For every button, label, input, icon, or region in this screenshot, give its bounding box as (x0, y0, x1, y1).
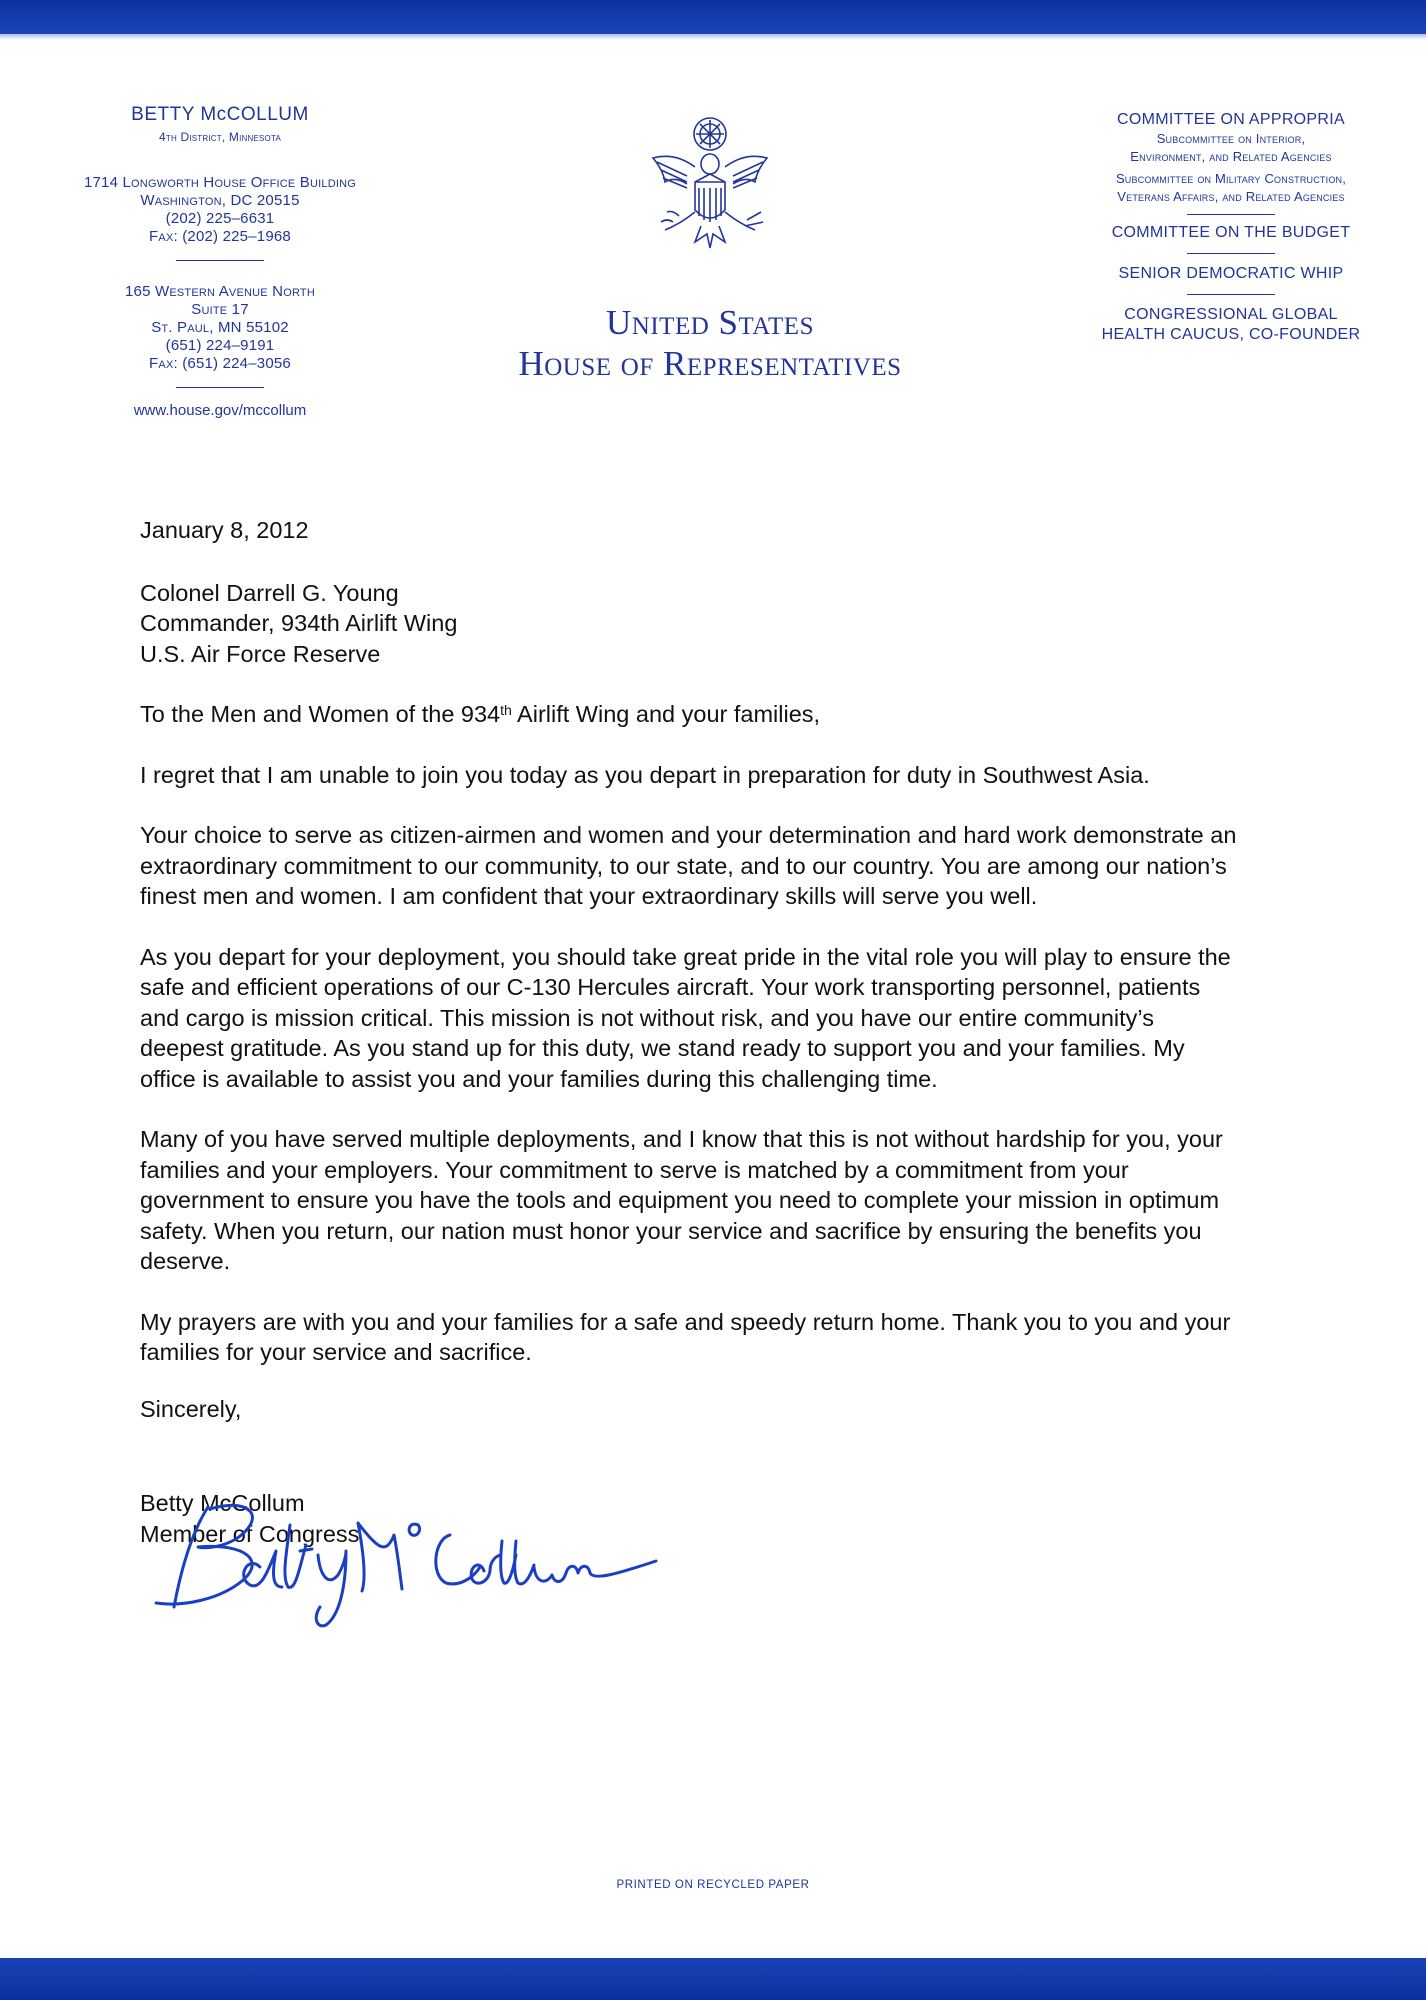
handwritten-signature (150, 1495, 670, 1635)
caucus-line: HEALTH CAUCUS, CO-FOUNDER (1101, 326, 1361, 343)
subcommittee-interior (1066, 130, 1396, 166)
paragraph: I regret that I am unable to join you today as you depart in preparation for duty in Southwest Asia. (140, 761, 1150, 788)
divider (1187, 294, 1275, 295)
great-seal-eagle-icon (635, 112, 785, 262)
paragraph: Your choice to serve as citizen-airmen and women and your determination and hard work demonstrate an extraordinary commitment to our community, to our state, and to our country. You are among our nation’s finest men and women. I am confident that your extraordinary skills will serve you well. (140, 822, 1237, 909)
subcommittee-line: Subcommittee on Interior, (1156, 131, 1306, 146)
mn-office-fax: Fax: (651) 224–3056 (149, 355, 291, 372)
letterhead-right-column (1066, 110, 1396, 345)
website-link[interactable]: www.house.gov/mccollum (133, 402, 307, 419)
paragraph: As you depart for your deployment, you should take great pride in the vital role you will play to ensure the safe and efficient operations of our C-130 Hercules aircraft. Your work transporting personnel, patients and cargo is mission critical. This mission is not without risk, and you have our entire community’s deepest gratitude. As you stand up for this duty, we stand ready to support you and your families. My office is available to assist you and your families during this challenging time. (140, 943, 1231, 1092)
mn-office-line: 165 Western Avenue North (125, 283, 315, 300)
salutation-text: Airlift Wing and your families, (511, 701, 821, 727)
subcommittee-line: Subcommittee on Military Construction, (1115, 171, 1347, 186)
committee-budget: COMMITTEE ON THE BUDGET (1111, 224, 1351, 241)
whip-role: SENIOR DEMOCRATIC WHIP (1118, 265, 1344, 282)
salutation-text: To the Men and Women of the 934 (140, 701, 501, 727)
top-blue-band (0, 0, 1426, 34)
bottom-blue-band (0, 1958, 1426, 2000)
dc-office-phone: (202) 225–6631 (165, 210, 275, 227)
closing: Sincerely, (140, 1395, 242, 1422)
divider (176, 387, 264, 388)
signer-name: Betty McCollum (140, 1490, 305, 1516)
letter-date: January 8, 2012 (140, 517, 309, 543)
signer-title: Member of Congress (140, 1520, 360, 1547)
letter-body (140, 515, 1240, 1549)
letterhead-center (440, 112, 980, 384)
mn-office-phone: (651) 224–9191 (165, 337, 275, 354)
dc-office-address (40, 174, 400, 246)
dc-office-line: 1714 Longworth House Office Building (83, 174, 357, 191)
salutation (140, 699, 1240, 730)
committee-appropriations: COMMITTEE ON APPROPRIA (1117, 111, 1345, 128)
paragraph: Many of you have served multiple deployments, and I know that this is not without hardship for you, your families and your employers. Your commitment to serve is matched by a commitment from your government to ensure you have the tools and equipment you need to complete your mission in optimum safety. When you return, our nation must honor your service and sacrifice by ensuring the benefits you deserve. (140, 1126, 1223, 1274)
divider (1187, 214, 1275, 215)
member-district: 4th District, Minnesota (158, 130, 281, 144)
house-title-line2: House of Representatives (518, 344, 902, 383)
house-title-line1: United States (606, 303, 814, 342)
addressee-line: Colonel Darrell G. Young (140, 579, 399, 606)
paragraph: My prayers are with you and your families for a safe and speedy return home. Thank you to you and your families for your service and sacrifice. (140, 1308, 1231, 1365)
mn-office-line: Suite 17 (191, 301, 249, 318)
mn-office-line: St. Paul, MN 55102 (151, 319, 289, 336)
dc-office-line: Washington, DC 20515 (140, 192, 300, 209)
subcommittee-line: Environment, and Related Agencies (1130, 149, 1332, 164)
mn-office-address (40, 283, 400, 373)
dc-office-fax: Fax: (202) 225–1968 (149, 228, 291, 245)
member-name: BETTY McCOLLUM (131, 104, 309, 125)
addressee-line: Commander, 934th Airlift Wing (140, 610, 458, 636)
caucus-line: CONGRESSIONAL GLOBAL (1124, 306, 1338, 323)
letterhead-left-column (40, 104, 400, 419)
divider (1187, 253, 1275, 254)
salutation-superscript: th (500, 702, 512, 718)
divider (176, 260, 264, 261)
subcommittee-line: Veterans Affairs, and Related Agencies (1117, 189, 1345, 204)
recycled-paper-note: PRINTED ON RECYCLED PAPER (616, 1879, 810, 1891)
subcommittee-military (1066, 170, 1396, 206)
addressee-line: U.S. Air Force Reserve (140, 640, 381, 667)
addressee-block (140, 578, 1240, 670)
